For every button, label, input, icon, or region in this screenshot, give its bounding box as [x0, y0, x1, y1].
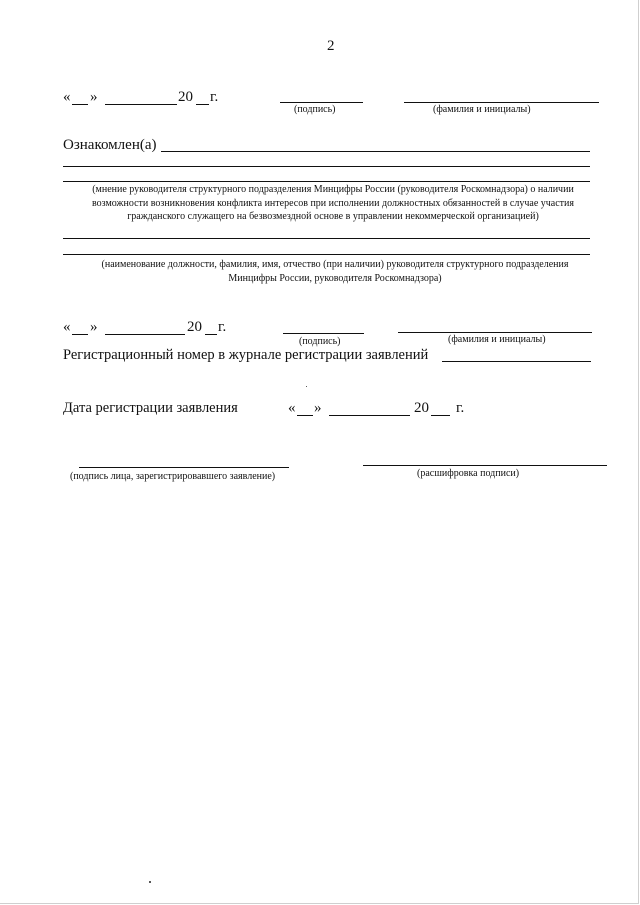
acknowledged-line-2[interactable]	[63, 166, 590, 167]
name-caption: (фамилия и инициалы)	[433, 104, 531, 115]
day-blank[interactable]	[297, 415, 313, 416]
position-caption: (наименование должности, фамилия, имя, отчество (при наличии) руководителя структурного подразделения Минцифры России, руководителя Роскомнадзора)	[101, 259, 569, 284]
decoding-caption: (расшифровка подписи)	[417, 468, 520, 479]
name-line[interactable]	[404, 102, 599, 103]
date-open-quote: «	[63, 319, 71, 335]
date-close-quote: »	[314, 400, 322, 416]
registration-number-label: Регистрационный номер в журнале регистрации заявлений	[63, 347, 429, 363]
signature-caption: (подпись)	[294, 104, 336, 115]
year-prefix: 20	[178, 89, 193, 105]
opinion-caption: (мнение руководителя структурного подразделения Минцифры России (руководителя Роскомнадзора) о наличии возможности возникновения конфликта интересов при исполнении должностных обязанностей в случае участия гражданского служащего на безвозмездной основе в управлении некоммерческой организацией)	[92, 184, 574, 222]
page-number: 2	[327, 38, 335, 54]
registrar-signature-line[interactable]	[79, 467, 289, 468]
signature-line[interactable]	[283, 333, 364, 334]
position-line-1[interactable]	[63, 238, 590, 239]
name-caption: (фамилия и инициалы)	[448, 334, 546, 345]
date-close-quote: »	[90, 319, 98, 335]
year-suffix: г.	[456, 400, 465, 416]
year-prefix: 20	[187, 319, 202, 335]
year-blank[interactable]	[196, 104, 209, 105]
acknowledged-label: Ознакомлен(а)	[63, 137, 157, 153]
date-open-quote: «	[63, 89, 71, 105]
registration-number-line[interactable]	[442, 361, 591, 362]
acknowledged-line[interactable]	[161, 151, 590, 152]
scan-speck-bottom	[149, 881, 151, 883]
name-line[interactable]	[398, 332, 592, 333]
year-blank[interactable]	[205, 334, 217, 335]
decoding-line[interactable]	[363, 465, 607, 466]
registrar-caption: (подпись лица, зарегистрировавшего заявление)	[70, 471, 276, 482]
registration-date-label: Дата регистрации заявления	[63, 400, 238, 416]
year-prefix: 20	[414, 400, 429, 416]
signature-line[interactable]	[280, 102, 363, 103]
year-blank[interactable]	[431, 415, 450, 416]
month-blank[interactable]	[329, 415, 410, 416]
month-blank[interactable]	[105, 334, 185, 335]
year-suffix: г.	[218, 319, 227, 335]
year-suffix: г.	[210, 89, 219, 105]
date-close-quote: »	[90, 89, 98, 105]
date-open-quote: «	[288, 400, 296, 416]
month-blank[interactable]	[105, 104, 177, 105]
day-blank[interactable]	[72, 104, 88, 105]
opinion-line[interactable]	[63, 181, 590, 182]
position-line-2[interactable]	[63, 254, 590, 255]
signature-caption: (подпись)	[299, 336, 341, 347]
day-blank[interactable]	[72, 334, 88, 335]
scan-speck	[306, 386, 307, 387]
